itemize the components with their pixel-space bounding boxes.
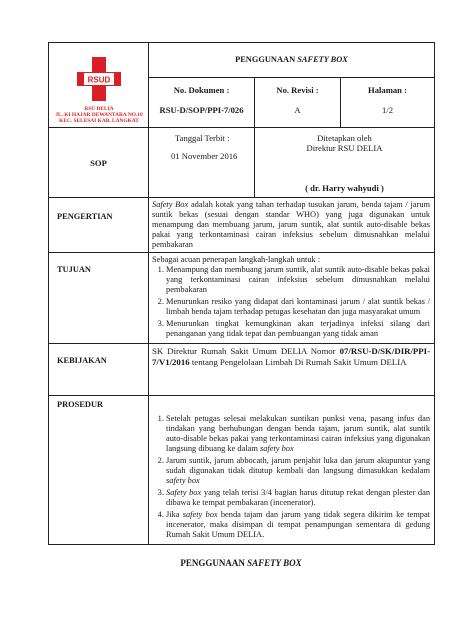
- footer-title-prefix: PENGGUNAAN: [180, 558, 248, 568]
- prosedur-item-3-text: yang telah terisi 3/4 bagian harus ditutup rekat dengan plester dan dibawa ke tempat pembakaran (incenerator).: [166, 488, 431, 507]
- footer-title-emphasis: SAFETY BOX: [247, 558, 302, 568]
- halaman-cell: [341, 78, 435, 128]
- halaman-value: 1/2: [382, 105, 393, 115]
- prosedur-item: [166, 456, 430, 486]
- prosedur-item: [166, 414, 430, 454]
- prosedur-item-2-text: Jarum suntik, jarum abbocath, jarum penjahit luka dan jarum akupuntur yang sudah digunakan tidak ditutup kembali dan langsung dimasukkan kedalam: [166, 456, 431, 475]
- sop-document: [48, 42, 434, 576]
- prosedur-item-1-text: Setelah petugas selesai melakukan suntikan punksi vena, pasang infus dan tindakan yang berhubungan dengan benda tajam, jarum suntik, alat suntik auto-disable bekas pakai yang terkontaminasi cairan infeksius yang digunakan langsung dibuang ke dalam: [166, 414, 431, 453]
- prosedur-item: [166, 510, 430, 540]
- halaman-label: Halaman :: [368, 85, 407, 95]
- logo-emblem-text: RSUD: [87, 75, 111, 85]
- tanggal-label: Tanggal Terbit :: [175, 133, 230, 143]
- document-title: [149, 43, 435, 78]
- sop-table: [48, 42, 435, 545]
- tujuan-content: [149, 253, 435, 344]
- title-emphasis: SAFETY BOX: [297, 55, 348, 64]
- tujuan-list: [152, 265, 430, 339]
- kebijakan-part-3: tentang Pengelolaan Limbah Di Rumah Sakit Umum DELIA: [189, 356, 407, 367]
- pengertian-text: [149, 198, 435, 253]
- signer-name: ( dr. Harry wahyudi ): [305, 183, 384, 193]
- hospital-address-1: JL. KI HAJAR DEWANTARA NO.10: [55, 112, 143, 118]
- title-prefix: PENGGUNAAN: [235, 55, 298, 64]
- tujuan-item: 3. Menurunkan tingkat kemungkinan akan terjadinya infeksi silang dari penanganan yang tidak tepat dan pembuangan yang tidak aman: [166, 319, 430, 339]
- pengertian-body: adalah kotak yang tahan terhadap tusukan jarum, benda tajam / jarum suntik bekas (sesuai dengan standar WHO) yang juga digunakan untuk menampung dan membuang jarum, jarum suntik, alat suntik auto-disable bekas pakai yang terkontaminasi cairan infeksius sebelum dimusnahkan melalui pembakaran: [152, 200, 431, 249]
- prosedur-item-1-emphasis: safety box: [259, 444, 294, 453]
- no-revisi-value: A: [294, 105, 301, 115]
- red-cross-icon: [75, 55, 123, 103]
- prosedur-label: PROSEDUR: [49, 396, 149, 545]
- kebijakan-part-1: SK Direktur Rumah Sakit Umum DELIA Nomor: [152, 346, 340, 356]
- prosedur-item-3-emphasis: Safety box: [166, 488, 202, 497]
- footer-title: [48, 558, 434, 568]
- tujuan-label: TUJUAN: [49, 253, 149, 344]
- tujuan-item: 1. Menampung dan membuang jarum suntik, alat suntik auto-disable bekas pakai yang terkontaminasi cairan infeksius sebelum dimusnahkan melalui pembakaran: [166, 265, 430, 295]
- prosedur-item: [166, 488, 430, 508]
- no-dokumen-value: RSU-D/SOP/PPI-7/026: [159, 105, 244, 115]
- no-revisi-label: No. Revisi :: [276, 85, 319, 95]
- prosedur-list: [152, 414, 430, 540]
- sop-label: SOP: [49, 128, 149, 198]
- hospital-name: RSU DELIA: [84, 106, 114, 112]
- kebijakan-sk-number: 07/RSU-D/SK/DIR/PPI-7/V1/2016: [152, 346, 431, 367]
- ditetapkan-line-1: Ditetapkan oleh: [317, 133, 372, 143]
- logo-cell: [49, 43, 149, 128]
- kebijakan-text: [149, 344, 435, 396]
- hospital-address-2: KEC. SELESAI KAB. LANGKAT: [59, 118, 139, 124]
- prosedur-item-4-emphasis: safety box: [182, 510, 218, 519]
- ditetapkan-line-2: Direktur RSU DELIA: [306, 143, 383, 153]
- no-revisi-cell: [255, 78, 341, 128]
- tujuan-intro: Sebagai acuan penerapan langkah-langkah untuk :: [152, 255, 321, 264]
- pengertian-emphasis: Safety Box: [152, 200, 189, 209]
- no-dokumen-label: No. Dokumen :: [173, 85, 230, 95]
- kebijakan-label: KEBIJAKAN: [49, 344, 149, 396]
- prosedur-content: [149, 396, 435, 545]
- no-dokumen-cell: [149, 78, 255, 128]
- pengertian-label: PENGERTIAN: [49, 198, 149, 253]
- tanggal-value: 01 November 2016: [171, 151, 238, 161]
- prosedur-item-4-text-b: benda tajam dan jarum yang tidak segera dikirim ke tempat incenerator, maka disimpan di tempat penampungan sementara di gedung Rumah Sakit Umum DELIA.: [166, 510, 431, 539]
- tujuan-item: 2. Menurunkan resiko yang didapat dari kontaminasi jarum / alat suntik bekas / limbah benda tajam terhadap petugas kesehatan dan juga masyarakat umum: [166, 297, 430, 317]
- prosedur-item-4-text-a: Jika: [166, 510, 183, 519]
- tanggal-cell: [149, 128, 255, 198]
- prosedur-item-2-emphasis: safety box: [166, 476, 200, 485]
- ditetapkan-cell: [255, 128, 435, 198]
